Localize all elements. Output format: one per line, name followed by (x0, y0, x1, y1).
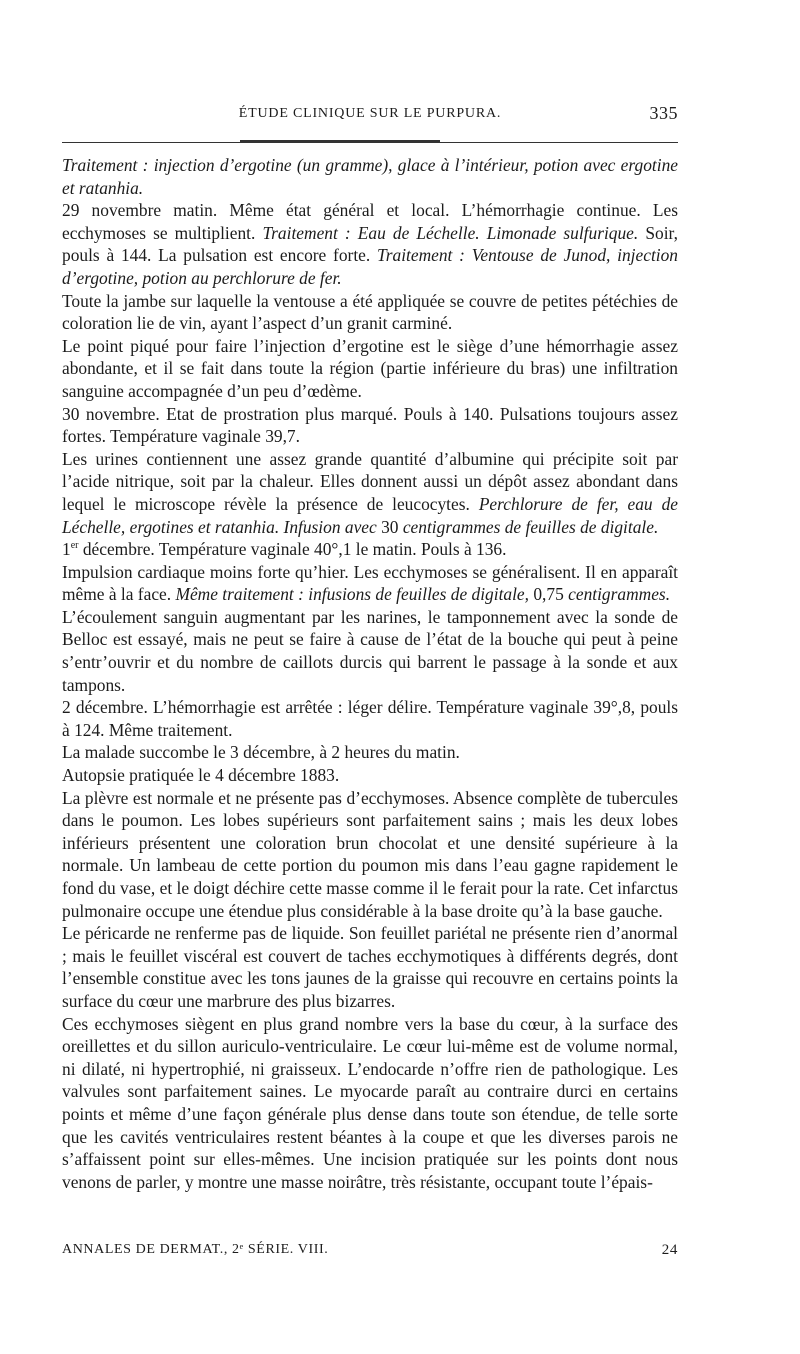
journal-signature: ANNALES DE DERMAT., 2ᵉ SÉRIE. VIII. (62, 1242, 329, 1257)
body-text (62, 154, 678, 1193)
text-run: er (70, 540, 79, 552)
text-run: Toute la jambe sur laquelle la ventouse a été appliquée se couvre de petites pétéchies de coloration lie de vin, ayant l’aspect d’un granit carminé. (62, 290, 678, 334)
italic-run: Perchlorure de fer, eau de Léchelle, ergotines et ratanhia. Infusion avec (62, 493, 678, 537)
italic-run: Même traitement : infusions de feuilles de digitale, (175, 584, 529, 605)
italic-run: Traitement : injection d’ergotine (un gramme), glace à l’intérieur, potion avec ergotine et ratanhia. (62, 155, 678, 198)
text-run: La plèvre est normale et ne présente pas d’ecchymoses. Absence complète de tubercules dans le poumon. Les lobes supérieurs sont parfaitement sains ; mais les deux lobes inférieurs présentent une coloration brun chocolat et une densité supérieure à la normale. Un lambeau de cette portion du poumon mis dans l’eau gagne rapidement le fond du vase, et le doigt déchire cette masse comme il le ferait pour la rate. Cet infarctus pulmonaire occupe une étendue plus considérable à la base droite qu’à la base gauche. (62, 787, 678, 921)
text-run: 29 novembre matin. Même état général et local. L’hémorrhagie continue. Les ecchymoses se multiplient. (62, 200, 678, 243)
text-run: 30 novembre. Etat de prostration plus marqué. Pouls à 140. Pulsations toujours assez fortes. Température vaginale 39,7. (62, 403, 678, 447)
paragraph (62, 448, 678, 538)
paragraph (62, 606, 678, 696)
italic-run: Traitement : Ventouse de Junod, injection d’ergotine, potion au perchlorure de fer. (62, 245, 678, 288)
text-run: Les urines contiennent une assez grande quantité d’albumine qui précipite soit par l’acide nitrique, soit par la chaleur. Elles donnent aussi un dépôt assez abondant dans lequel le microscope révèle la présence de leucocytes. (62, 448, 678, 514)
text-run: Soir, pouls à 144. La pulsation est encore forte. (62, 222, 678, 266)
paragraph (62, 561, 678, 606)
header-rule-accent (240, 140, 440, 142)
text-run: 2 décembre. L’hémorrhagie est arrêtée : léger délire. Température vaginale 39°,8, pouls à 124. Même traitement. (62, 697, 678, 740)
page-header (62, 103, 678, 130)
text-run: 1 (62, 539, 71, 560)
page-number: 335 (649, 103, 678, 123)
paragraph (62, 922, 678, 1012)
paragraph (62, 741, 678, 764)
paragraph (62, 154, 678, 199)
italic-run: centigrammes de feuilles de digitale. (402, 516, 659, 537)
text-run: Autopsie pratiquée le 4 décembre 1883. (62, 765, 340, 786)
text-run: Ces ecchymoses siègent en plus grand nombre vers la base du cœur, à la surface des oreillettes et du sillon auriculo-ventriculaire. Le cœur lui-même est de volume normal, ni dilaté, ni hypertrophié, ni graisseux. L’endocarde n’offre rien de pathologique. Les valvules sont parfaitement saines. Le myocarde paraît au contraire durci en certains points et même d’une façon générale plus dense dans toute son étendue, de telle sorte que les cavités ventriculaires restent béantes à la coupe et que les diverses parois ne s’affaissent point sur elles-mêmes. Une incision pratiquée sur les points dont nous venons de parler, y montre une masse noirâtre, très résistante, occupant toute l’épais- (62, 1013, 678, 1192)
paragraph (62, 199, 678, 289)
header-rule (62, 142, 678, 143)
paragraph (62, 764, 678, 787)
italic-run: centigrammes. (568, 584, 671, 605)
paragraph (62, 1013, 678, 1194)
text-run: décembre. Température vaginale 40°,1 le matin. Pouls à 136. (78, 539, 507, 560)
paragraph (62, 538, 678, 561)
paragraph (62, 335, 678, 403)
paragraph (62, 787, 678, 923)
paragraph (62, 290, 678, 335)
text-run: La malade succombe le 3 décembre, à 2 heures du matin. (62, 742, 460, 763)
italic-run: Traitement : Eau de Léchelle. Limonade sulfurique. (262, 222, 639, 243)
paragraph (62, 403, 678, 448)
running-title: ÉTUDE CLINIQUE SUR LE PURPURA. (238, 106, 502, 121)
text-run: 30 (381, 516, 403, 537)
text-run: Impulsion cardiaque moins forte qu’hier. Les ecchymoses se généralisent. Il en apparaît même à la face. (62, 561, 678, 605)
text-run: 0,75 (529, 584, 569, 605)
paragraph (62, 696, 678, 741)
page-footer (62, 1242, 678, 1264)
sheet-signature: 24 (661, 1242, 678, 1258)
text-run: Le péricarde ne renferme pas de liquide. Son feuillet pariétal ne présente rien d’anormal ; mais le feuillet viscéral est couvert de taches ecchymotiques à différents degrés, dont l’ensemble constitue avec les tons jaunes de la graisse qui recouvre en certains points la surface du cœur une marbrure des plus bizarres. (62, 923, 678, 1011)
text-run: Le point piqué pour faire l’injection d’ergotine est le siège d’une hémorrhagie assez abondante, et il se fait dans toute la région (partie inférieure du bras) une infiltration sanguine accompagnée d’un peu d’œdème. (62, 335, 678, 401)
text-run: L’écoulement sanguin augmentant par les narines, le tamponnement avec la sonde de Belloc est essayé, mais ne peut se faire à cause de l’état de la bouche qui peut à peine s’entr’ouvrir et du nombre de caillots durcis qui barrent le passage à la sonde et aux tampons. (62, 606, 678, 695)
